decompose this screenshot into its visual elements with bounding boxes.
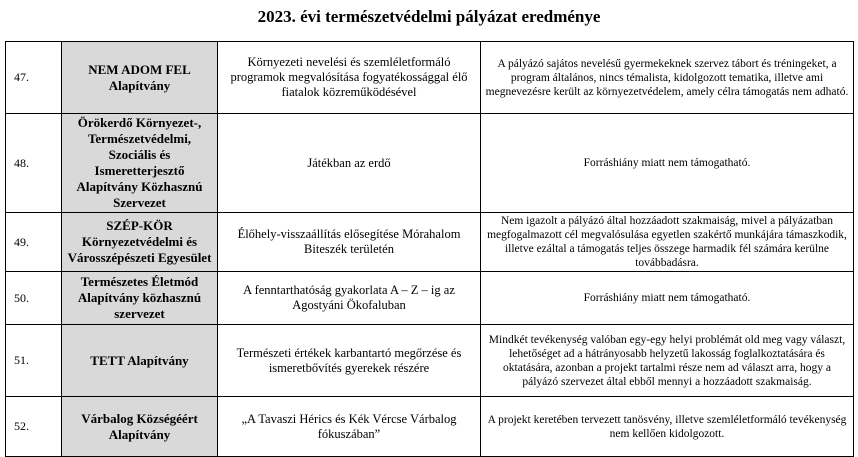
table-row — [6, 213, 854, 272]
table-row — [6, 397, 854, 457]
evaluation-text: Nem igazolt a pályázó által hozzáadott szakmaiság, mivel a pályázatban megfogalmazott cél megvalósulása egyetlen szakértő munkájára támaszkodik, illetve ezáltal a támogatás teljes összege harmadik fél számára kerülne továbbadásra. — [481, 213, 854, 272]
project-title: Játékban az erdő — [218, 114, 481, 213]
evaluation-text: A projekt keretében tervezett tanösvény, illetve szemléletformáló tevékenység nem kellően kidolgozott. — [481, 397, 854, 457]
organization-name: SZÉP-KÖR Környezetvédelmi és Városszépészeti Egyesület — [62, 213, 218, 272]
organization-name: Természetes Életmód Alapítvány közhasznú szervezet — [62, 272, 218, 325]
project-title: „A Tavaszi Hérics és Kék Vércse Várbalog fókuszában” — [218, 397, 481, 457]
page-title: 2023. évi természetvédelmi pályázat eredménye — [257, 7, 601, 26]
row-number: 51. — [6, 325, 62, 397]
row-number: 50. — [6, 272, 62, 325]
row-number: 49. — [6, 213, 62, 272]
row-number: 47. — [6, 42, 62, 114]
table-row — [6, 272, 854, 325]
organization-name: TETT Alapítvány — [62, 325, 218, 397]
table-row — [6, 325, 854, 397]
organization-name: Várbalog Községéért Alapítvány — [62, 397, 218, 457]
project-title: Élőhely-visszaállítás elősegítése Mórahalom Biteszék területén — [218, 213, 481, 272]
evaluation-text: Mindkét tevékenység valóban egy-egy helyi problémát old meg vagy választ, lehetőséget ad a hátrányosabb helyzetű lakosság foglalkoztatására és oktatására, azonban a projekt tartalmi része nem ad választ arra, hogy a pályázó szervezet által ebből mennyi a hozzáadott szakmaiság. — [481, 325, 854, 397]
row-number: 52. — [6, 397, 62, 457]
project-title: Természeti értékek karbantartó megőrzése és ismeretbővítés gyerekek részére — [218, 325, 481, 397]
evaluation-text: A pályázó sajátos nevelésű gyermekeknek szervez tábort és tréningeket, a program általános, nincs témalista, kidolgozott tematika, illetve ami megnevezésre került az környezetvédelem, amely célra támogatás nem adható. — [481, 42, 854, 114]
results-table — [5, 41, 854, 457]
project-title: Környezeti nevelési és szemléletformáló programok megvalósítása fogyatékossággal élő fiatalok közreműködésével — [218, 42, 481, 114]
table-row — [6, 114, 854, 213]
evaluation-text: Forráshiány miatt nem támogatható. — [481, 272, 854, 325]
project-title: A fenntarthatóság gyakorlata A – Z – ig az Agostyáni Ökofaluban — [218, 272, 481, 325]
table-row — [6, 42, 854, 114]
organization-name: Örökerdő Környezet-, Természetvédelmi, Szociális és Ismeretterjesztő Alapítvány Közhasznú Szervezet — [62, 114, 218, 213]
organization-name: NEM ADOM FEL Alapítvány — [62, 42, 218, 114]
evaluation-text: Forráshiány miatt nem támogatható. — [481, 114, 854, 213]
row-number: 48. — [6, 114, 62, 213]
